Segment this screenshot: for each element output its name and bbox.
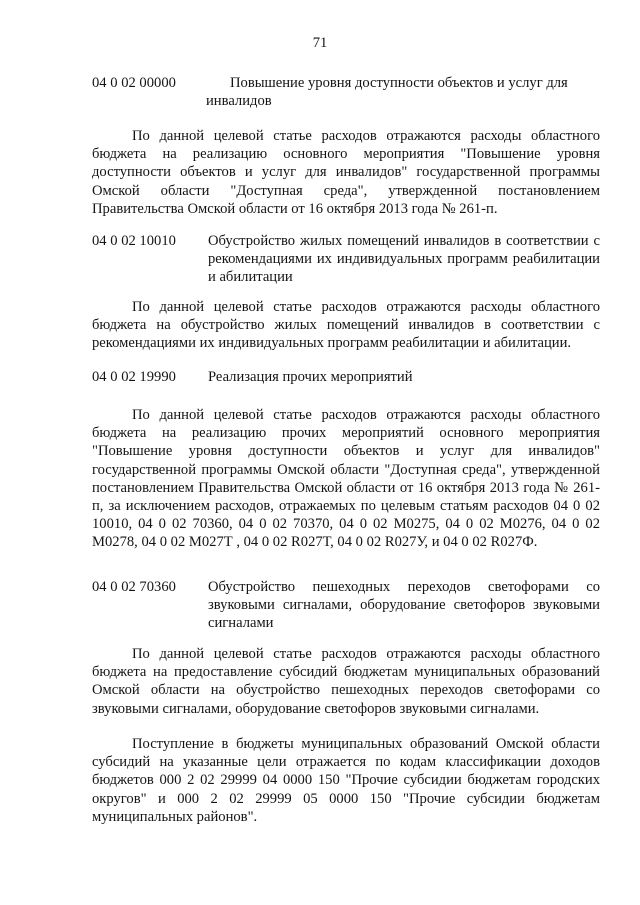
body-paragraph: По данной целевой статье расходов отражаются расходы областного бюджета на реализацию прочих мероприятий основного мероприятия "Повышение уровня доступности объектов и услуг для инвалидов" государственной программы Омской области "Доступная среда", утвержденной постановлением Правительства Омской области от 16 октября 2013 года № 261-п, за исключением расходов, отражаемых по целевым статьям расходов 04 0 02 10010, 04 0 02 70360, 04 0 02 70370, 04 0 02 М0275, 04 0 02 М0276, 04 0 02 М0278, 04 0 02 М027Т , 04 0 02 R027Т, 04 0 02 R027У, и 04 0 02 R027Ф. — [92, 407, 600, 551]
budget-entry-title-line: инвалидов — [206, 93, 272, 110]
body-paragraph: По данной целевой статье расходов отражаются расходы областного бюджета на предоставление субсидий бюджетам муниципальных образований Омской области на обустройство пешеходных переходов светофорами со звуковыми сигналами, оборудование светофоров звуковыми сигналами. — [92, 646, 600, 717]
budget-code: 04 0 02 70360 — [92, 579, 176, 595]
page-number: 71 — [312, 35, 328, 51]
budget-entry-title-line: Повышение уровня доступности объектов и услуг для — [230, 75, 568, 91]
body-paragraph: По данной целевой статье расходов отражаются расходы областного бюджета на реализацию основного мероприятия "Повышение уровня доступности объектов и услуг для инвалидов" государственной программы Омской области "Доступная среда", утвержденной постановлением Правительства Омской области от 16 октября 2013 года № 261-п. — [92, 128, 600, 217]
budget-entry-title: Обустройство жилых помещений инвалидов в соответствии с рекомендациями их индивидуальных программ реабилитации и абилитации — [208, 233, 600, 286]
body-paragraph: Поступление в бюджеты муниципальных образований Омской области субсидий на указанные цели отражается по кодам классификации доходов бюджетов 000 2 02 29999 04 0000 150 "Прочие субсидии бюджетам городских округов" и 000 2 02 29999 05 0000 150 "Прочие субсидии бюджетам муниципальных районов". — [92, 736, 600, 825]
budget-code: 04 0 02 00000 — [92, 75, 176, 91]
budget-entry-title: Обустройство пешеходных переходов светофорами со звуковыми сигналами, оборудование светофоров звуковыми сигналами — [208, 579, 600, 632]
body-paragraph: По данной целевой статье расходов отражаются расходы областного бюджета на обустройство жилых помещений инвалидов в соответствии с рекомендациями их индивидуальных программ реабилитации и абилитации. — [92, 299, 600, 352]
budget-code: 04 0 02 19990 — [92, 369, 176, 385]
budget-code: 04 0 02 10010 — [92, 233, 176, 249]
budget-entry-title: Реализация прочих мероприятий — [208, 369, 413, 385]
budget-entry-title — [206, 74, 600, 110]
